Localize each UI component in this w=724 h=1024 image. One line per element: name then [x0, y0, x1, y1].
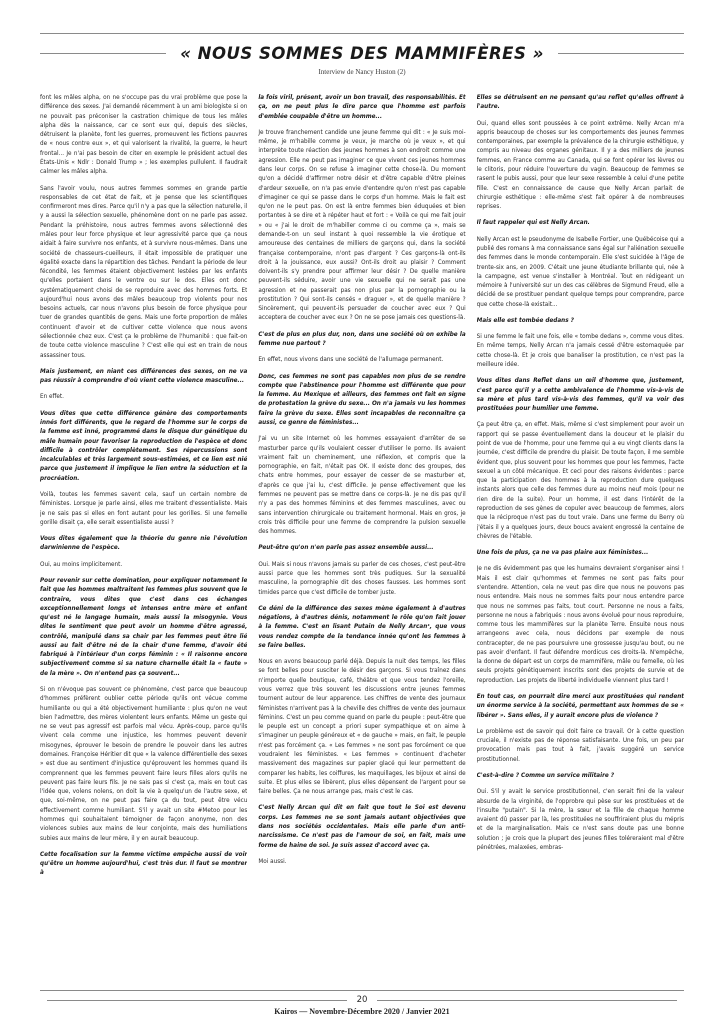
interview-answer: J'ai vu un site Internet où les hommes essayaient d'arrêter de se masturber parce qu'ils voulaient cesser d'utiliser le porno. Ils avaient vraiment fait un cheminement, une réflexion, et compris que la pornographie, en fait, n'était pas OK. Il existe donc des groupes, des chats entre hommes, pour essayer de cesser de se masturber et, d'après ce que j'ai lu, c'est difficile. Je pense effectivement que les femmes ne peuvent pas se mettre dans ce corps-là. Je ne dis pas qu'il n'y a pas des hommes féminins et des femmes masculines, avec ou sans intervention chirurgicale ou traitement hormonal. Mais en gros, je crois très difficile pour une femme de comprendre la pulsion sexuelle des hommes. — [258, 436, 466, 536]
interview-question: Une fois de plus, ça ne va pas plaire aux féministes... — [476, 550, 649, 557]
interview-answer: Moi aussi. — [258, 858, 287, 865]
interview-question: En tout cas, on pourrait dire merci aux prostituées qui rendent un énorme service à la société, permettant aux hommes de se « libérer ». Sans elles, il y aurait encore plus de violence ? — [476, 694, 684, 719]
journal-credit: Kairos — Novembre-Décembre 2020 / Janvier 2021 — [274, 1007, 450, 1016]
interview-answer: Oui, au moins implicitement. — [40, 561, 123, 568]
interview-answer: Le problème est de savoir qui doit faire ce travail. Or à cette question cruciale, il n'existe pas de réponse satisfaisante. Une fois, un peu par provocation mais pas tout à fait, j'avais suggéré un service prostitutionnel. — [476, 728, 684, 763]
title-row — [40, 44, 684, 63]
interview-answer: En effet, nous vivons dans une société de l'allumage permanent. — [258, 357, 444, 364]
interview-question: Peut-être qu'on n'en parle pas assez ensemble aussi... — [258, 545, 434, 552]
interview-answer: Si une femme le fait une fois, elle « tombe dedans », comme vous dites. En même temps, Nelly Arcan n'a jamais cessé d'être estomaquée par cette chose-là. Et je crois que banaliser la prostitution, ce n'est pas la meilleure idée. — [476, 334, 684, 369]
interview-answer: Je trouve franchement candide une jeune femme qui dit : « Je suis moi-même, je m'habille comme je veux, je marche où je veux », et qui interprète toute réaction des jeunes hommes à son endroit comme une agression. Elle ne peut pas imaginer ce que vivent ces jeunes hommes dans leur corps. On se refuse à imaginer cette chose-là. Du moment qu'on a décidé d'affirmer notre désir et d'être capable d'être pleines d'ardeur sexuelle, on n'a pas envie d'entendre qu'on n'est pas capable d'imaginer ce qui se passe dans le corps d'un homme. Mais le fait est qu'on ne le peut pas. On est là entre femmes bien éduquées et bien portantes à se dire et à répéter haut et fort : « Voilà ce qui me fait jouir » ou « j'ai le droit de m'habiller comme ci ou comme ça », mais se demande-t-on un seul instant à quoi ressemble la vie érotique et amoureuse des centaines de milliers de garçons qui, dans la société française contemporaine, n'ont pas d'argent ? Ces garçons-là ont-ils droit à la jouissance, eux aussi? Ont-ils droit au plaisir ? Comment doivent-ils s'y prendre pour affirmer leur désir ? De quelle manière peuvent-ils séduire, avoir une vie sexuelle qui ne serait pas une agression et ne passerait pas non plus par la pornographie ou la prostitution ? Qui sont-ils censés « draguer », et de quelle manière ? Sincèrement, qui peuvent-ils persuader de coucher avec eux ? Qui acceptera de coucher avec eux ? On ne se pose jamais ces questions-là. — [258, 129, 466, 322]
interview-answer: font les mâles alpha, on ne s'occupe pas du vrai problème que pose la différence des sexes. J'ai demandé récemment à un ami biologiste si on ne pouvait pas préconiser la castration chimique de tous les mâles alpha dès la naissance, car ce sont eux qui, depuis des siècles, détruisent la planète, font les guerres, promeuvent les fictions pauvres de « nous contre eux », et qui valorisent la rivalité, la guerre, le heurt frontal... Je n'ai pas besoin de citer en exemple le président actuel des États-Unis « Ndlr : Donald Trump » ; les exemples pullulent. Il faudrait calmer les mâles alpha. — [40, 95, 248, 176]
interview-question: Il faut rappeler qui est Nelly Arcan. — [476, 220, 590, 227]
title-rule-left — [40, 53, 166, 54]
article-body — [40, 94, 684, 972]
interview-question: Pour revenir sur cette domination, pour expliquer notamment le fait que les hommes maltraitent les femmes plus souvent que le contraire, vous dites que c'est dans ces échanges exceptionnellement longs et intenses entre mère et enfant qu'est né le langage humain, mais aussi la misogynie. Vous dites le sentiment que peut avoir un homme d'être agressé, contrôlé, manipulé dans sa chair par les femmes peut être lié aussi au fait d'être né de la chair d'une femme, d'avoir été fabriqué à l'intérieur d'un corps féminin : « Il raisonne encore subjectivement comme si sa nature charnelle était la « faute » de la mère ». On n'entend pas ça souvent... — [40, 577, 248, 677]
column-2 — [258, 94, 465, 972]
interview-question: Cette focalisation sur la femme victime empêche aussi de voir qu'être un homme aujourd'hui, c'est très dur. Il faut se montrer à — [40, 851, 248, 877]
interview-question: Vous dites également que la théorie du genre nie l'évolution darwinienne de l'espèce. — [40, 536, 248, 552]
interview-question: Mais justement, en niant ces différences des sexes, on ne va pas réussir à comprendre d'où vient cette violence masculine... — [40, 368, 248, 385]
interview-question: C'est Nelly Arcan qui dit en fait que tout le Soi est devenu corps. Les femmes ne se sont jamais autant objectivées que dans nos sociétés occidentales. Mais elle parle d'un anti-narcissisme. Ce n'est pas de l'amour de soi, en fait, mais une forme de haine de soi. Je suis assez d'accord avec ça. — [258, 805, 466, 849]
page-number-rule-right — [377, 1000, 677, 1001]
interview-question: Mais elle est tombée dedans ? — [476, 317, 574, 324]
interview-question: Donc, ces femmes ne sont pas capables non plus de se rendre compte que l'abstinence pour l'homme est différente que pour la femme. Au Mexique et ailleurs, des femmes ont fait en signe de protestation la grève du sexe... On n'a jamais vu les hommes faire la grève du sexe. Elles sont incapables de reconnaître ça aussi, ce genre de féministes... — [258, 373, 466, 426]
interview-answer: Oui, quand elles sont poussées à ce point extrême. Nelly Arcan m'a appris beaucoup de choses sur les comportements des jeunes femmes contemporaines, par exemple la prévalence de la chirurgie esthétique, y compris au niveau des organes génitaux. Il y a des milliers de jeunes femmes, en France comme au Canada, qui se font opérer les lèvres ou le clitoris, pour réduire l'ouverture du vagin. Beaucoup de femmes se rasent le pubis aussi, pour que leur sexe ressemble à celui d'une petite fille. C'est en connaissance de cause que Nelly Arcan parlait de chirurgie esthétique : elle-même s'est fait opérer à de nombreuses reprises. — [476, 120, 684, 211]
column-3 — [477, 94, 684, 972]
interview-answer: Nelly Arcan est le pseudonyme de Isabelle Fortier, une Québécoise qui a publié des romans à ma connaissance sans égal sur l'aliénation sexuelle des femmes dans le monde contemporain. Elle s'est suicidée à l'âge de trente-six ans, en 2009. C'était une jeune étudiante brillante qui, née à la campagne, est venue s'installer à Montréal. Tout en rédigeant un mémoire à l'université sur un des cas célèbres de Sigmund Freud, elle a décidé de se prostituer pendant quelque temps pour comprendre, parce que cette chose-là existait... — [476, 236, 684, 308]
page-number: 20 — [356, 995, 368, 1005]
interview-answer: Voilà, toutes les femmes savent cela, sauf un certain nombre de féministes. Lorsque je parle ainsi, elles me traitent d'essentialiste. Mais je ne sais pas si elles en font autant pour les gorilles. Si une femelle gorille disait ça, elle serait essentialiste aussi ? — [40, 491, 248, 526]
column-1 — [40, 94, 247, 972]
interview-answer: Sans l'avoir voulu, nous autres femmes sommes en grande partie responsables de cet état de fait, et je pense que les scientifiques confirmeront mes dires. Parce qu'il n'y a pas que la sélection naturelle, il y a aussi la sélection sexuelle, phénomène dont on ne parle pas assez. Pendant la préhistoire, nous autres femmes avons sélectionné des mâles pour leur force physique et leur agressivité parce que ça nous aidait à faire survivre nos enfants, et à survivre nous-mêmes. Dans une société de chasseurs-cueilleurs, il était impossible de pratiquer une égalité exacte dans la répartition des tâches. Pendant la période de leur fécondité, les femmes étaient objectivement lestées par les enfants qu'elles portaient dans le ventre ou sur le dos. Elles ont donc systématiquement choisi de se reproduire avec des hommes forts. Et aujourd'hui nous avons des mâles beaucoup trop violents pour nos besoins actuels, car nous n'avons plus besoin de force physique pour tuer de grandes quantités de gens. Mais une forte proportion de mâles continuent d'avoir et de cultiver cette violence que nous avons sélectionnée chez eux. C'est ça le problème de l'humanité : que fait-on de toute cette violence masculine ? C'est elle qui est en train de nous assassiner tous. — [40, 185, 248, 359]
article-subtitle: Interview de Nancy Huston (2) — [318, 68, 406, 76]
interview-answer: Nous en avons beaucoup parlé déjà. Depuis la nuit des temps, les filles se font belles pour susciter le désir des garçons. Si vous traînez dans n'importe quelle boutique, café, théâtre et que vous tendez l'oreille, vous verrez que très souvent les discussions entre jeunes femmes tournent autour de leur apparence. Les chiffres de vente des journaux féministes n'arrivent pas à la cheville des chiffres de vente des journaux féminins. C'est un peu comme quand on parle du peuple : peut-être que le peuple est un concept a priori super sympathique et on aime à s'imaginer un peuple généreux et « de gauche » mais, en fait, le peuple n'est pas forcément ça. « Les femmes » ne sont pas forcément ce que voudraient les féministes. « Les femmes » continuent d'acheter massivement des magazines sur papier glacé qui leur permettent de comparer les habits, les coiffures, les maquillages, les bijoux et ainsi de suite. Et plus elles se libèrent, plus elles dépensent de l'argent pour se faire belles. Ça ne nous arrange pas, mais c'est le cas. — [258, 659, 466, 796]
interview-question: C'est-à-dire ? Comme un service militaire ? — [476, 773, 615, 779]
top-rule — [40, 33, 684, 34]
interview-answer: Oui. Mais si nous n'avons jamais su parler de ces choses, c'est peut-être aussi parce que les hommes sont très pudiques. Sur la sexualité masculine, la pornographie dit des choses fausses. Les hommes sont timides parce que c'est difficile de tomber juste. — [258, 561, 466, 596]
interview-answer: Oui. S'il y avait le service prostitutionnel, c'en serait fini de la valeur absurde de la virginité, de l'opprobre qui pèse sur les prostituées et de l'insulte "putain". Si la mère, la sœur et la fille de chaque homme avaient dû passer par là, les prostituées ne souffriraient plus du mépris et de la marginalisation. Mais ce n'est sans doute pas une bonne solution ; je crois que la plupart des jeunes filles toléreraient mal d'être pénétrées, malaxées, embras- — [476, 789, 684, 851]
interview-answer: Je ne dis évidemment pas que les humains devraient s'organiser ainsi ! Mais il est clair qu'hommes et femmes ne sont pas faits pour s'entendre. Attention, cela ne veut pas dire que nous ne pouvons pas nous entendre. Mais nous ne sommes faits pour nous entendre parce que nous ne sommes pas faits, tout court. Personne ne nous a faits, personne ne nous a fabriqués : nous avons évolué pour nous reproduire, comme tous les mammifères sur la planète Terre. Ensuite nous nous arrangeons avec cela, nous décidons par exemple de nous contracepter, de ne pas poursuivre une grossesse jusqu'au bout, ou ne pas avoir d'enfant. Il faut défendre mordicus ces droits-là. N'empêche, la donne de départ est un corps de mammifère, mâle ou femelle, où les seuls projets génétiquement inscrits sont des projets de survie et de reproduction. Les projets de liberté individuelle viennent plus tard ! — [476, 566, 684, 684]
title-rule-right — [558, 53, 684, 54]
interview-question: la fois viril, présent, avoir un bon travail, des responsabilités. Et ça, on ne peut plus le dire parce que l'homme est parfois d'emblée coupable d'être un homme... — [258, 95, 466, 120]
article-header — [40, 0, 684, 76]
footer-rule — [40, 990, 684, 991]
interview-question: C'est de plus en plus dur, non, dans une société où on exhibe la femme nue partout ? — [258, 331, 466, 348]
page-number-row — [40, 995, 684, 1005]
interview-answer: En effet. — [40, 394, 64, 401]
article-title: « NOUS SOMMES DES MAMMIFÈRES » — [180, 44, 544, 63]
interview-question: Ce déni de la différence des sexes mène également à d'autres négations, à d'autres dénis, notamment le rôle qu'on fait jouer à la femme. C'est en lisant Putain de Nelly Arcan¹, que vous vous rendez compte de la tendance innée qu'ont les femmes à se faire belles. — [258, 605, 466, 649]
interview-answer: Ça peut être ça, en effet. Mais, même si c'est simplement pour avoir un rapport qui se passe éventuellement dans la douceur et le plaisir du point de vue de l'homme, pour une femme qui a eu vingt clients dans la journée, c'est difficile de prendre du plaisir. De toute façon, il me semble évident que, plus souvent pour les hommes que pour les femmes, l'acte sexuel a un côté mécanique. Et ceci pour des raisons évidentes : parce que la participation des hommes à la reproduction dure quelques instants alors que celle des femmes dure au moins neuf mois (pour ne rien dire de la suite). Pour un homme, il est dans l'intérêt de la reproduction de ses gènes de copuler avec beaucoup de femmes, alors que la réciproque n'est pas du tout vraie. Dans une ferme du Berry où j'étais il y a quelques jours, deux boucs avaient engrossé la centaine de chèvres de l'étable. — [476, 422, 684, 540]
interview-question: Elles se détruisent en ne pensant qu'au reflet qu'elles offrent à l'autre. — [476, 95, 684, 111]
page-number-rule-left — [47, 1000, 347, 1001]
interview-answer: Si on n'évoque pas souvent ce phénomène, c'est parce que beaucoup d'hommes préfèrent oublier cette période qu'ils ont vécue comme humiliante ou qui a été objectivement humiliante : plus qu'on ne veut bien l'admettre, des mères violentent leurs enfants. Même un geste qui ne se veut pas agressif est parfois mal vécu. Après-coup, parce qu'ils vivent cela comme une injustice, les hommes peuvent devenir misogynes, éprouver le besoin de prendre le pouvoir dans les autres domaines. Françoise Héritier dit que « la valence différentielle des sexes » est due au sentiment d'injustice qu'éprouvent les hommes quand ils comprennent que les femmes peuvent faire leurs filles alors qu'ils ne peuvent pas faire leurs fils. Je ne sais pas si c'est ça, mais en tout cas l'idée que, volens nolens, on doit la vie à quelqu'un de l'autre sexe, et que, soi-même, on ne peut pas faire ça du tout, peut être vécu effectivement comme humiliant. S'il y avait un site #Metoo pour les hommes qui souhaitaient témoigner de façon anonyme, non des violences subies aux mains de leur conjointe, mais des humiliations subies aux mains de leur mère, il y en aurait beaucoup. — [40, 687, 248, 842]
interview-question: Vous dites que cette différence génère des comportements innés fort différents, que le regard de l'homme sur le corps de la femme est inné, programmé dans le disque dur génétique du mâle humain pour favoriser la reproduction de l'espèce et donc difficile à contrôler complètement. Ses répercussions sont incalculables et très largement sous-estimées, et ce lien est nié parce que justement il implique le lien entre la séduction et la procréation. — [40, 410, 248, 482]
interview-question: Vous dites dans Reflet dans un œil d'homme que, justement, c'est parce qu'il y a cette ambivalence de l'homme vis-à-vis de sa mère et plus tard vis-à-vis des femmes, qu'il va voir des prostituées pour humilier une femme. — [476, 378, 684, 413]
page-footer — [40, 990, 684, 1016]
